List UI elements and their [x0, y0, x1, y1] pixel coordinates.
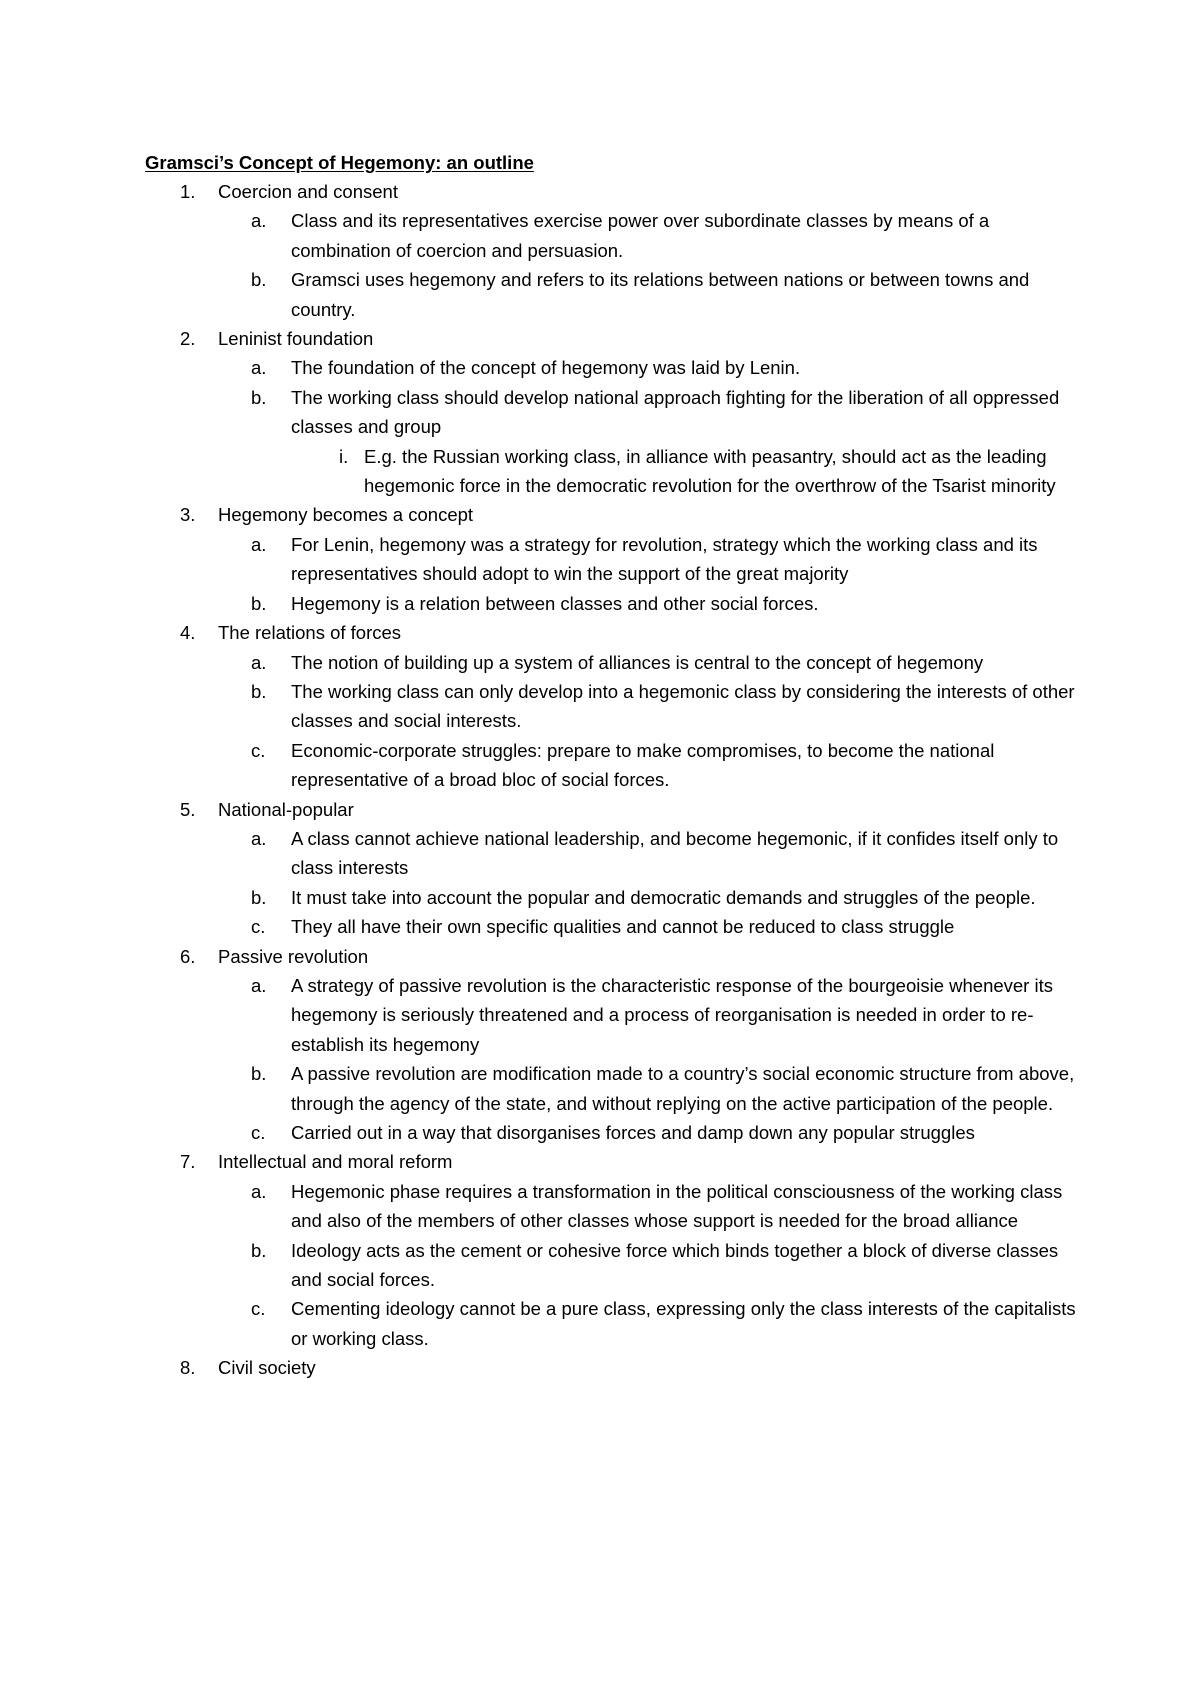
outline-item: [218, 912, 1085, 941]
item-letter: a.: [251, 651, 267, 673]
subitem-numeral: i.: [339, 445, 349, 467]
item-letter: b.: [251, 1239, 267, 1261]
outline-item: [218, 824, 1085, 883]
outline-section: [145, 795, 1085, 942]
section-heading: Hegemony becomes a concept: [218, 504, 474, 526]
item-letter: b.: [251, 1063, 267, 1085]
outline-section: [145, 1353, 1085, 1382]
document-title: Gramsci’s Concept of Hegemony: an outline: [145, 152, 534, 173]
item-letter: a.: [251, 210, 267, 232]
outline-item: [218, 648, 1085, 677]
item-letter: c.: [251, 916, 266, 938]
section-items: [218, 648, 1085, 795]
outline-item: [218, 1118, 1085, 1147]
section-heading: Civil society: [218, 1357, 316, 1379]
item-text: The working class should develop national approach fighting for the liberation of all oppressed classes and group: [291, 386, 1060, 438]
outline-item: [218, 206, 1085, 265]
section-number: 3.: [180, 504, 196, 526]
section-number: 6.: [180, 945, 196, 967]
outline-item: [218, 589, 1085, 618]
item-subitems: [291, 442, 1085, 501]
outline-item: [218, 1236, 1085, 1295]
outline-item: [218, 677, 1085, 736]
item-text: The working class can only develop into a hegemonic class by considering the interests of other classes and social interests.: [291, 680, 1075, 732]
item-text: Hegemony is a relation between classes and other social forces.: [291, 592, 819, 614]
section-heading: Leninist foundation: [218, 328, 374, 350]
item-letter: b.: [251, 680, 267, 702]
outline-item: [218, 883, 1085, 912]
item-text: They all have their own specific qualities and cannot be reduced to class struggle: [291, 916, 955, 938]
outline-section: [145, 618, 1085, 794]
item-letter: a.: [251, 357, 267, 379]
outline-item: [218, 383, 1085, 501]
item-letter: a.: [251, 533, 267, 555]
section-number: 1.: [180, 181, 196, 202]
section-items: [218, 530, 1085, 618]
item-text: The notion of building up a system of alliances is central to the concept of hegemony: [291, 651, 984, 673]
item-text: Gramsci uses hegemony and refers to its relations between nations or between towns and country.: [291, 269, 1030, 320]
section-heading: Intellectual and moral reform: [218, 1151, 453, 1173]
section-heading: Coercion and consent: [218, 181, 398, 202]
item-text: Cementing ideology cannot be a pure class, expressing only the class interests of the capitalists or working class.: [291, 1298, 1076, 1349]
item-text: The foundation of the concept of hegemony was laid by Lenin.: [291, 357, 801, 379]
outline-section: [145, 942, 1085, 1148]
item-letter: c.: [251, 739, 266, 761]
section-items: [218, 206, 1085, 324]
item-text: Economic-corporate struggles: prepare to make compromises, to become the national representative of a broad bloc of social forces.: [291, 739, 995, 791]
item-text: Class and its representatives exercise power over subordinate classes by means of a combination of coercion and persuasion.: [291, 210, 990, 261]
outline-section: [145, 1147, 1085, 1353]
document-content: [145, 148, 1085, 1383]
section-items: [218, 353, 1085, 500]
section-heading: Passive revolution: [218, 945, 369, 967]
item-text: Carried out in a way that disorganises forces and damp down any popular struggles: [291, 1122, 975, 1143]
item-letter: b.: [251, 592, 267, 614]
item-text: A strategy of passive revolution is the characteristic response of the bourgeoisie whenever its hegemony is seriously threatened and a process of reorganisation is needed in order to re-establish its hegemony: [291, 974, 1053, 1055]
subitem-text: E.g. the Russian working class, in alliance with peasantry, should act as the leading hegemonic force in the democratic revolution for the overthrow of the Tsarist minority: [364, 445, 1056, 497]
outline-subitem: [291, 442, 1085, 501]
item-letter: b.: [251, 269, 267, 291]
section-number: 2.: [180, 328, 196, 350]
section-items: [218, 971, 1085, 1147]
outline-section: [145, 324, 1085, 500]
section-number: 4.: [180, 622, 196, 644]
outline-section: [145, 177, 1085, 324]
item-text: A passive revolution are modification made to a country’s social economic structure from above, through the agency of the state, and without replying on the active participation of the people.: [291, 1063, 1075, 1114]
item-letter: a.: [251, 974, 267, 996]
outline-item: [218, 1177, 1085, 1236]
item-letter: a.: [251, 1180, 267, 1202]
item-text: Ideology acts as the cement or cohesive force which binds together a block of diverse classes and social forces.: [291, 1239, 1059, 1291]
item-text: Hegemonic phase requires a transformation in the political consciousness of the working class and also of the members of other classes whose support is needed for the broad alliance: [291, 1180, 1063, 1232]
outline-item: [218, 736, 1085, 795]
section-number: 7.: [180, 1151, 196, 1173]
outline-item: [218, 1059, 1085, 1118]
item-letter: c.: [251, 1298, 266, 1320]
item-letter: a.: [251, 827, 267, 849]
item-text: A class cannot achieve national leadership, and become hegemonic, if it confides itself only to class interests: [291, 827, 1059, 879]
outline-item: [218, 353, 1085, 382]
section-number: 5.: [180, 798, 196, 820]
outline-section: [145, 500, 1085, 618]
section-heading: National-popular: [218, 798, 354, 820]
item-letter: b.: [251, 886, 267, 908]
item-letter: b.: [251, 386, 267, 408]
section-items: [218, 824, 1085, 942]
item-letter: c.: [251, 1122, 266, 1143]
outline-item: [218, 971, 1085, 1059]
section-number: 8.: [180, 1357, 196, 1379]
item-text: It must take into account the popular and democratic demands and struggles of the people.: [291, 886, 1036, 908]
section-items: [218, 1177, 1085, 1353]
item-text: For Lenin, hegemony was a strategy for revolution, strategy which the working class and its representatives should adopt to win the support of the great majority: [291, 533, 1038, 585]
outline-item: [218, 530, 1085, 589]
section-heading: The relations of forces: [218, 622, 402, 644]
outline-item: [218, 1294, 1085, 1353]
outline-list: [145, 177, 1085, 1383]
outline-item: [218, 265, 1085, 324]
